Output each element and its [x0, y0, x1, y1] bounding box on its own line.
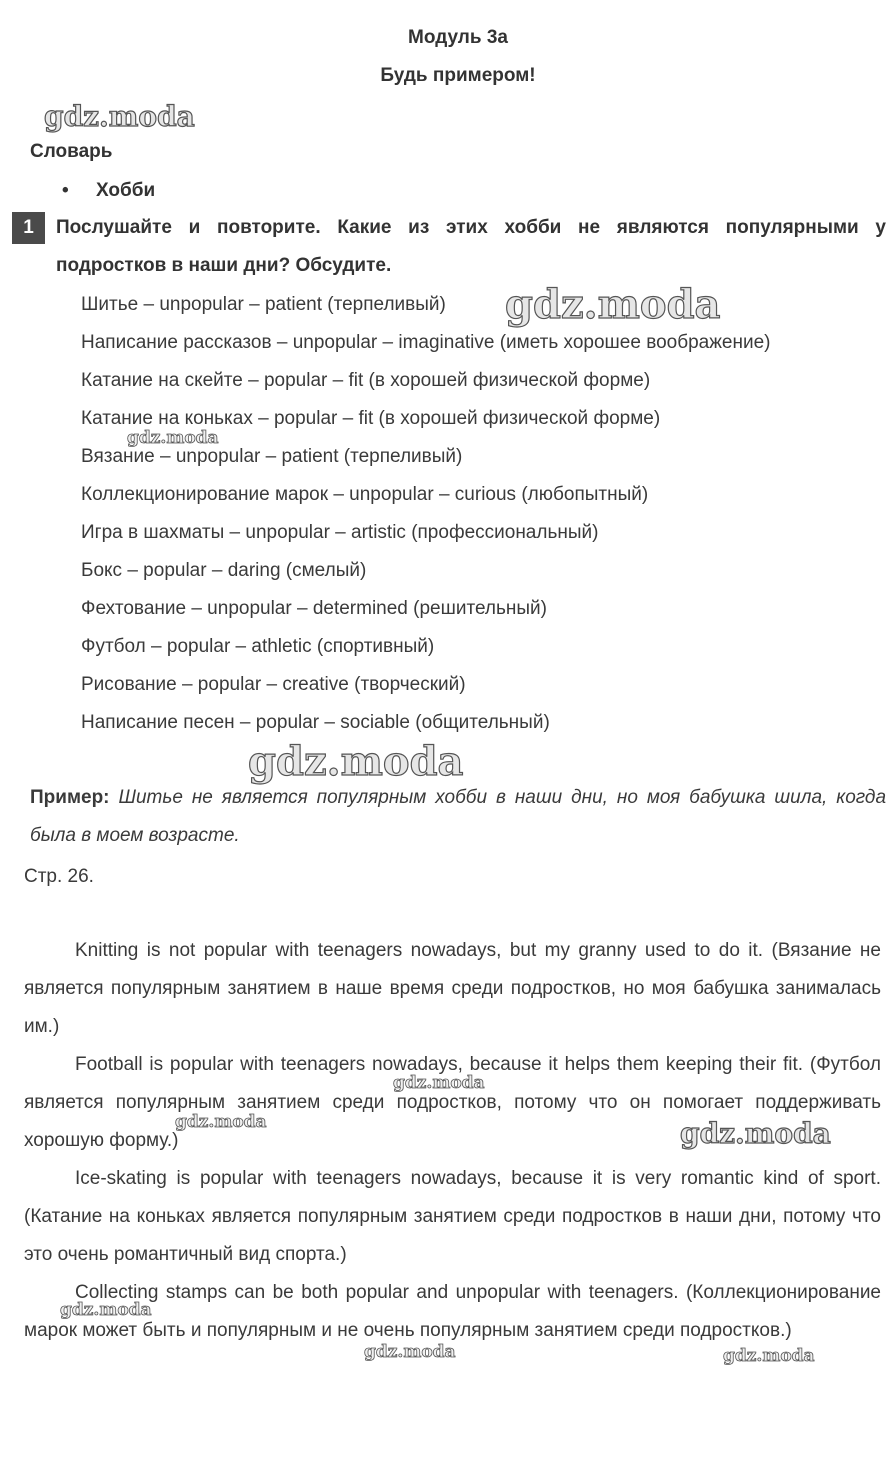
watermark-logo: gdz.moda — [44, 100, 195, 133]
list-item: Написание песен – popular – sociable (общительный) — [81, 712, 550, 733]
watermark-logo: gdz.moda — [364, 1342, 456, 1362]
example-block — [30, 779, 886, 855]
watermark-logo: gdz.moda — [505, 281, 721, 328]
paragraph-text: Collecting stamps can be both popular and unpopular with teenagers. (Коллекционирование марок может быть и популярным и не очень популярным занятием среди подростков.) — [24, 1282, 881, 1341]
watermark-logo: gdz.moda — [248, 738, 464, 785]
example-label: Пример: — [30, 787, 110, 808]
watermark-logo: gdz.moda — [127, 428, 219, 448]
watermark-logo: gdz.moda — [723, 1346, 815, 1366]
list-item: Катание на коньках – popular – fit (в хорошей физической форме) — [81, 408, 661, 429]
list-item: Коллекционирование марок – unpopular – curious (любопытный) — [81, 484, 649, 505]
list-item: Катание на скейте – popular – fit (в хорошей физической форме) — [81, 370, 651, 391]
list-item: Бокс – popular – daring (смелый) — [81, 560, 367, 581]
paragraph-text: Football is popular with teenagers nowadays, because it helps them keeping their fit. (Футбол является популярным занятием среди подростков, потому что он помогает поддерживать хорошую форму.) — [24, 1054, 881, 1151]
list-item: Игра в шахматы – unpopular – artistic (профессиональный) — [81, 522, 599, 543]
list-item: Футбол – popular – athletic (спортивный) — [81, 636, 435, 657]
list-item: Фехтование – unpopular – determined (решительный) — [81, 598, 547, 619]
answer-paragraph — [24, 1160, 881, 1274]
example-text: Шитье не является популярным хобби в наши дни, но моя бабушка шила, когда была в моем возрасте. — [30, 787, 887, 846]
vocab-bullet: Хобби — [96, 180, 156, 201]
list-item: Рисование – popular – creative (творческий) — [81, 674, 466, 695]
watermark-logo: gdz.moda — [175, 1112, 267, 1132]
watermark-logo: gdz.moda — [680, 1117, 831, 1150]
watermark-logo: gdz.moda — [393, 1073, 485, 1093]
task-instruction: Послушайте и повторите. Какие из этих хобби не являются популярными у подростков в наши дни? Обсудите. — [56, 217, 886, 276]
answer-paragraph — [24, 1274, 881, 1350]
vocab-heading: Словарь — [30, 141, 113, 162]
task-number-badge: 1 — [12, 212, 45, 244]
paragraph-text: Knitting is not popular with teenagers nowadays, but my granny used to do it. (Вязание не является популярным занятием в наше время среди подростков, но моя бабушка занималась им.) — [24, 940, 881, 1037]
watermark-logo: gdz.moda — [60, 1300, 152, 1320]
list-item: Вязание – unpopular – patient (терпеливый) — [81, 446, 463, 467]
page-subtitle: Будь примером! — [380, 65, 536, 86]
page-reference: Стр. 26. — [24, 866, 94, 887]
bullet-dot-icon: • — [62, 180, 69, 201]
module-title: Модуль 3a — [408, 27, 508, 48]
list-item: Написание рассказов – unpopular – imaginative (иметь хорошее воображение) — [81, 332, 771, 353]
paragraph-text: Ice-skating is popular with teenagers nowadays, because it is very romantic kind of sport. (Катание на коньках является популярным занятием среди подростков в наши дни, потому что это очень романтичный вид спорта.) — [24, 1168, 881, 1265]
answer-paragraph — [24, 932, 881, 1046]
list-item: Шитье – unpopular – patient (терпеливый) — [81, 294, 446, 315]
